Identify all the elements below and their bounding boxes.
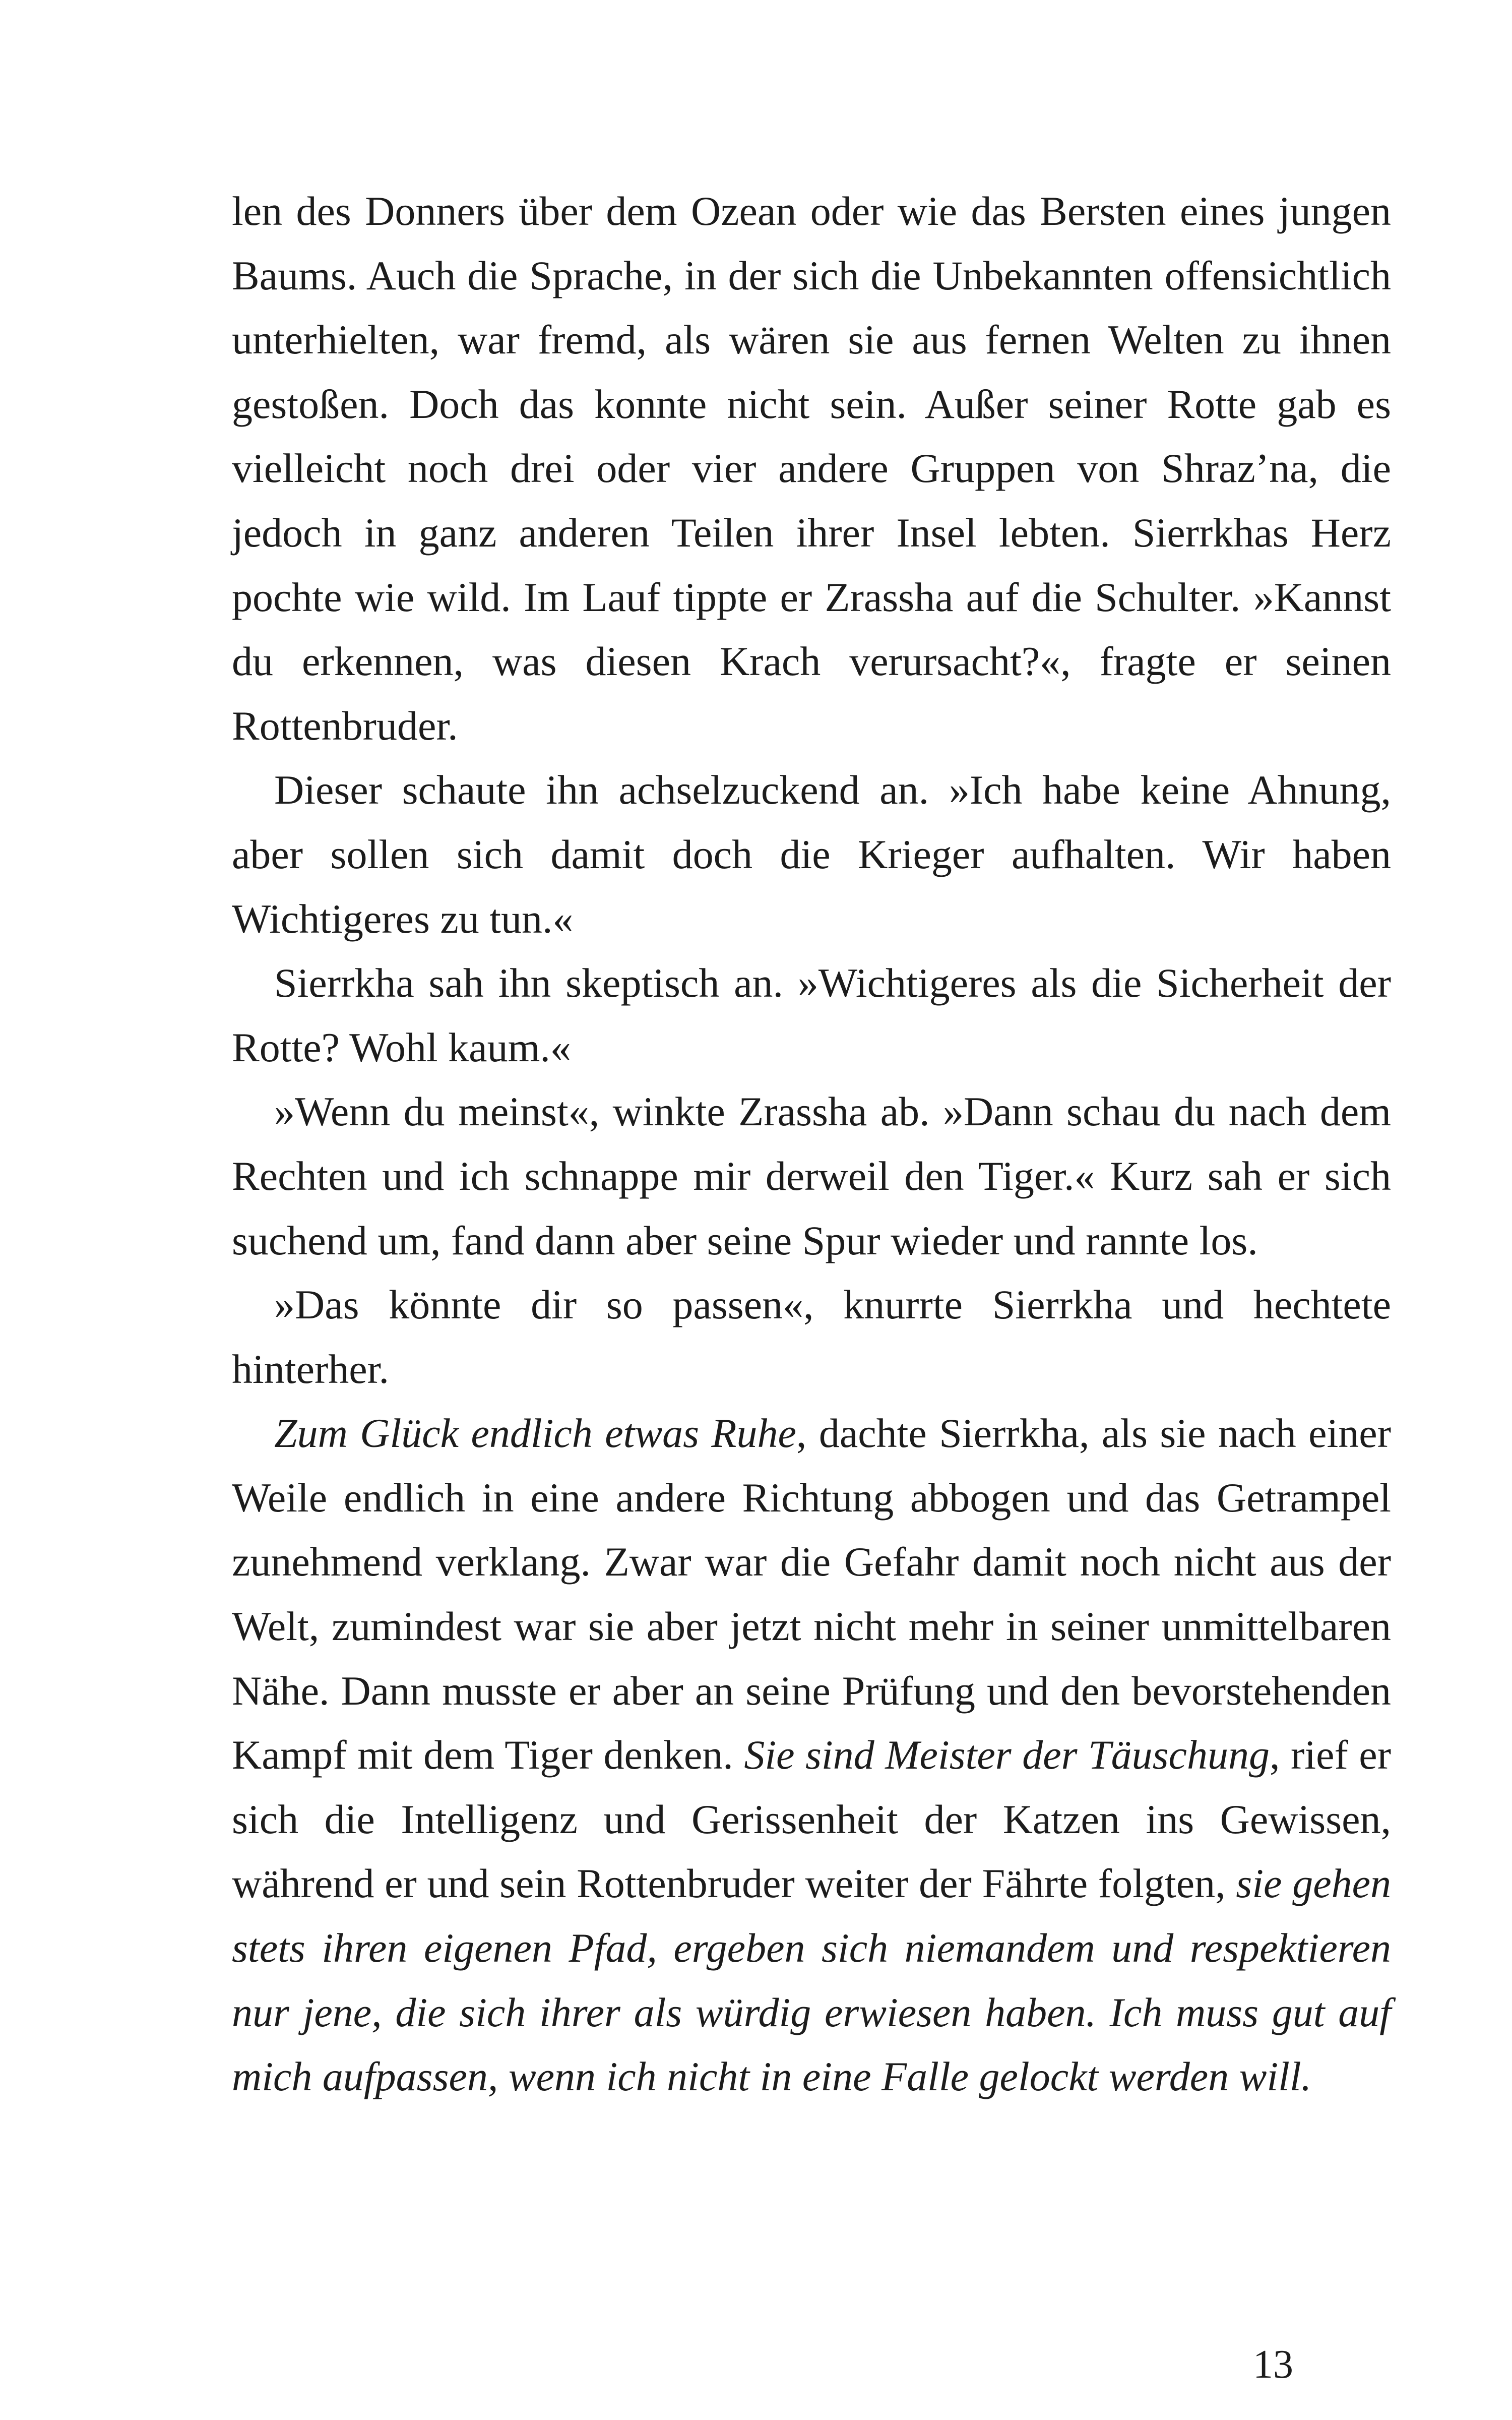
paragraph (232, 758, 1391, 951)
italic-thought: sie gehen stets ihren eigenen Pfad, ergeben sich niemandem und respektieren nur jene, die sich ihrer als würdig erwiesen haben. Ich muss gut auf mich aufpassen, wenn ich nicht in eine Falle gelockt werden will. (232, 1860, 1391, 2100)
paragraph-text: »Das könnte dir so passen«, knurrte Sierrkha und hechtete hinterher. (232, 1282, 1391, 1392)
paragraph (232, 951, 1391, 1079)
paragraph-text: Dieser schaute ihn achselzuckend an. »Ich habe keine Ahnung, aber sollen sich damit doch die Krieger aufhalten. Wir haben Wichtigeres zu tun.« (232, 767, 1391, 942)
paragraph (232, 1401, 1391, 2109)
page-number: 13 (1253, 2342, 1293, 2387)
paragraph-text: »Wenn du meinst«, winkte Zrassha ab. »Dann schau du nach dem Rechten und ich schnappe mir derweil den Tiger.« Kurz sah er sich suchend um, fand dann aber seine Spur wieder und rannte los. (232, 1088, 1391, 1263)
paragraph-text: len des Donners über dem Ozean oder wie das Bersten eines jungen Baums. Auch die Sprache, in der sich die Unbekannten offensichtlich unterhielten, war fremd, als wären sie aus fernen Welten zu ihnen gestoßen. Doch das konnte nicht sein. Außer seiner Rotte gab es vielleicht noch drei oder vier andere Gruppen von Shraz’na, die jedoch in ganz anderen Teilen ihrer Insel lebten. Sierrkhas Herz pochte wie wild. Im Lauf tippte er Zrassha auf die Schulter. »Kannst du erkennen, was diesen Krach verursacht?«, fragte er seinen Rottenbruder. (232, 188, 1391, 749)
body-text (232, 179, 1391, 2109)
paragraph (232, 1079, 1391, 1273)
italic-thought: Sie sind Meister der Täuschung (744, 1732, 1270, 1778)
paragraph-text: , dachte Sierrkha, als sie nach einer Weile endlich in eine andere Richtung abbogen und das Getrampel zunehmend verklang. Zwar war die Gefahr damit noch nicht aus der Welt, zumindest war sie aber jetzt nicht mehr in seiner unmittelbaren Nähe. Dann musste er aber an seine Prüfung und den bevorstehenden Kampf mit dem Tiger denken. (232, 1410, 1391, 1778)
paragraph-text: Sierrkha sah ihn skeptisch an. »Wichtigeres als die Sicherheit der Rotte? Wohl kaum.« (232, 960, 1391, 1070)
italic-thought: Zum Glück endlich etwas Ruhe (274, 1410, 796, 1457)
paragraph (232, 179, 1391, 758)
paragraph-text: , rief er sich die Intelligenz und Gerissenheit der Katzen ins Gewissen, während er und sein Rottenbruder weiter der Fährte folgten, (232, 1732, 1391, 1907)
paragraph (232, 1273, 1391, 1401)
